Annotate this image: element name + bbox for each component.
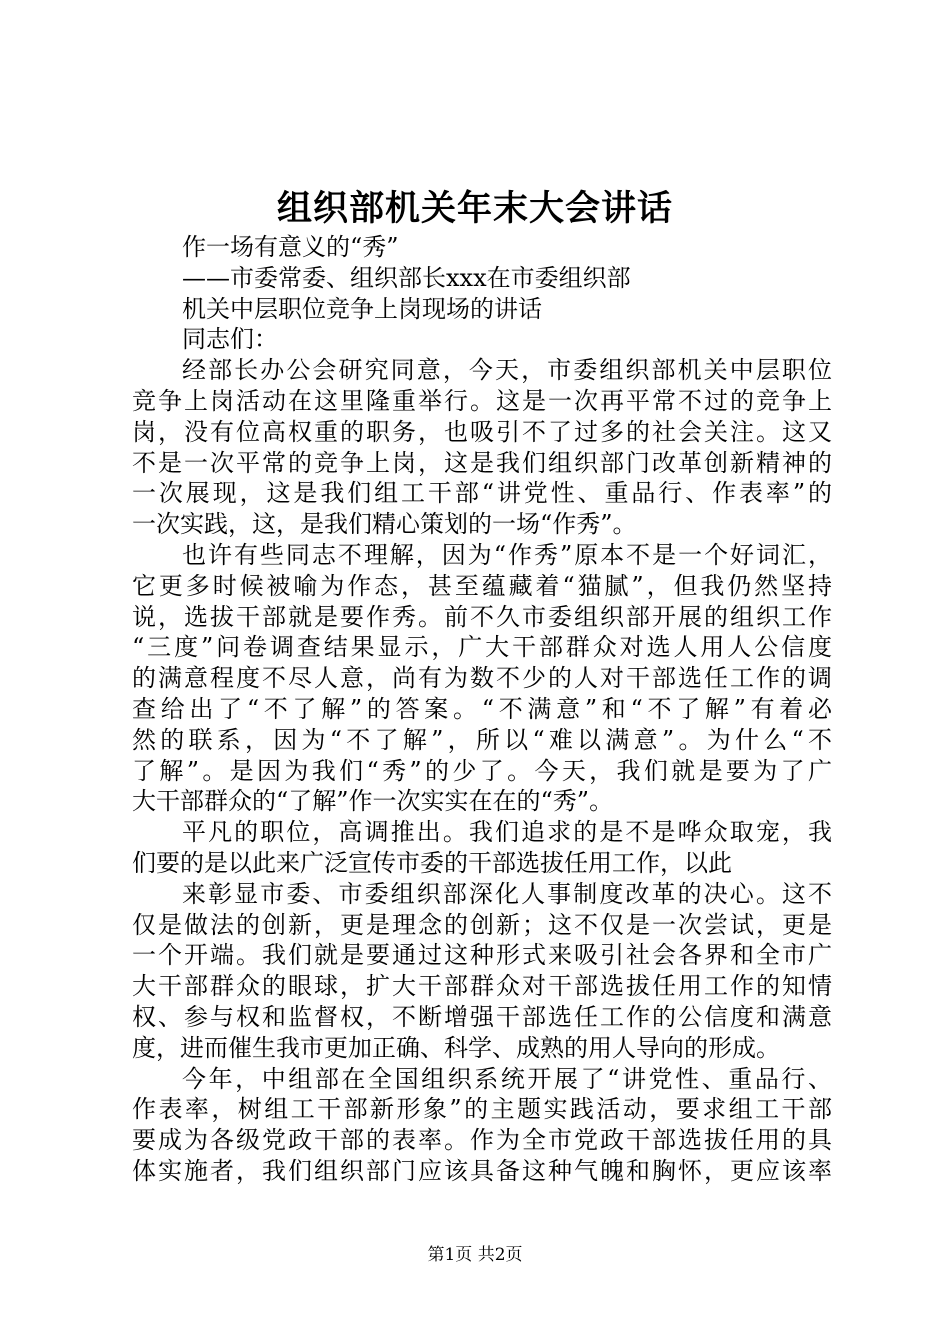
text-line: 度，进而催生我市更加正确、科学、成熟的用人导向的形成。 <box>132 1033 780 1062</box>
text-line: 查给出了“不了解”的答案。“不满意”和“不了解”有着必 <box>132 694 832 723</box>
text-line: 平凡的职位，高调推出。我们追求的是不是哗众取宠，我 <box>182 818 832 847</box>
text-line: ——市委常委、组织部长xxx在市委组织部 <box>182 263 631 292</box>
text-line: 了解”。是因为我们“秀”的少了。今天，我们就是要为了广 <box>132 756 832 785</box>
text-line: 作一场有意义的“秀” <box>182 233 399 261</box>
text-line: 的满意程度不尽人意，尚有为数不少的人对干部选任工作的调 <box>132 664 832 693</box>
text-line: 作表率，树组工干部新形象”的主题实践活动，要求组工干部 <box>132 1095 832 1124</box>
text-line: 体实施者，我们组织部门应该具备这种气魄和胸怀，更应该率 <box>132 1156 832 1185</box>
text-line: 说，选拔干部就是要作秀。前不久市委组织部开展的组织工作 <box>132 602 832 631</box>
document-body <box>132 232 832 1187</box>
document-title: 组织部机关年末大会讲话 <box>276 188 673 229</box>
text-line: 也许有些同志不理解，因为“作秀”原本不是一个好词汇， <box>182 540 832 569</box>
text-line: 机关中层职位竞争上岗现场的讲话 <box>182 294 542 323</box>
page-footer: 第1页 共2页 <box>427 1245 523 1265</box>
text-line: 不是一次平常的竞争上岗，这是我们组织部门改革创新精神的 <box>132 448 832 477</box>
text-line: 经部长办公会研究同意，今天，市委组织部机关中层职位 <box>182 356 832 385</box>
text-line: 来彰显市委、市委组织部深化人事制度改革的决心。这不 <box>182 879 832 908</box>
text-line: 竞争上岗活动在这里隆重举行。这是一次再平常不过的竞争上 <box>132 386 832 415</box>
text-line: 权、参与权和监督权，不断增强干部选任工作的公信度和满意 <box>132 1002 832 1031</box>
text-line: 岗，没有位高权重的职务，也吸引不了过多的社会关注。这又 <box>132 417 832 446</box>
text-line: 一次实践，这，是我们精心策划的一场“作秀”。 <box>132 510 637 539</box>
text-line: 们要的是以此来广泛宣传市委的干部选拔任用工作，以此 <box>132 848 732 877</box>
text-line: 它更多时候被喻为作态，甚至蕴藏着“猫腻”，但我仍然坚持 <box>132 571 832 600</box>
text-line: 大干部群众的“了解”作一次实实在在的“秀”。 <box>132 787 614 816</box>
text-line: 今年，中组部在全国组织系统开展了“讲党性、重品行、 <box>182 1064 832 1093</box>
text-line: 大干部群众的眼球，扩大干部群众对干部选拔任用工作的知情 <box>132 972 832 1001</box>
text-line: “三度”问卷调查结果显示，广大干部群众对选人用人公信度 <box>132 633 832 662</box>
text-line: 要成为各级党政干部的表率。作为全市党政干部选拔任用的具 <box>132 1126 832 1155</box>
text-line: 一次展现，这是我们组工干部“讲党性、重品行、作表率”的 <box>132 479 832 508</box>
text-line: 仅是做法的创新，更是理念的创新；这不仅是一次尝试，更是 <box>132 910 832 939</box>
text-line: 同志们： <box>182 325 278 354</box>
text-line: 一个开端。我们就是要通过这种形式来吸引社会各界和全市广 <box>132 941 832 970</box>
text-line: 然的联系，因为“不了解”，所以“难以满意”。为什么“不 <box>132 725 832 754</box>
